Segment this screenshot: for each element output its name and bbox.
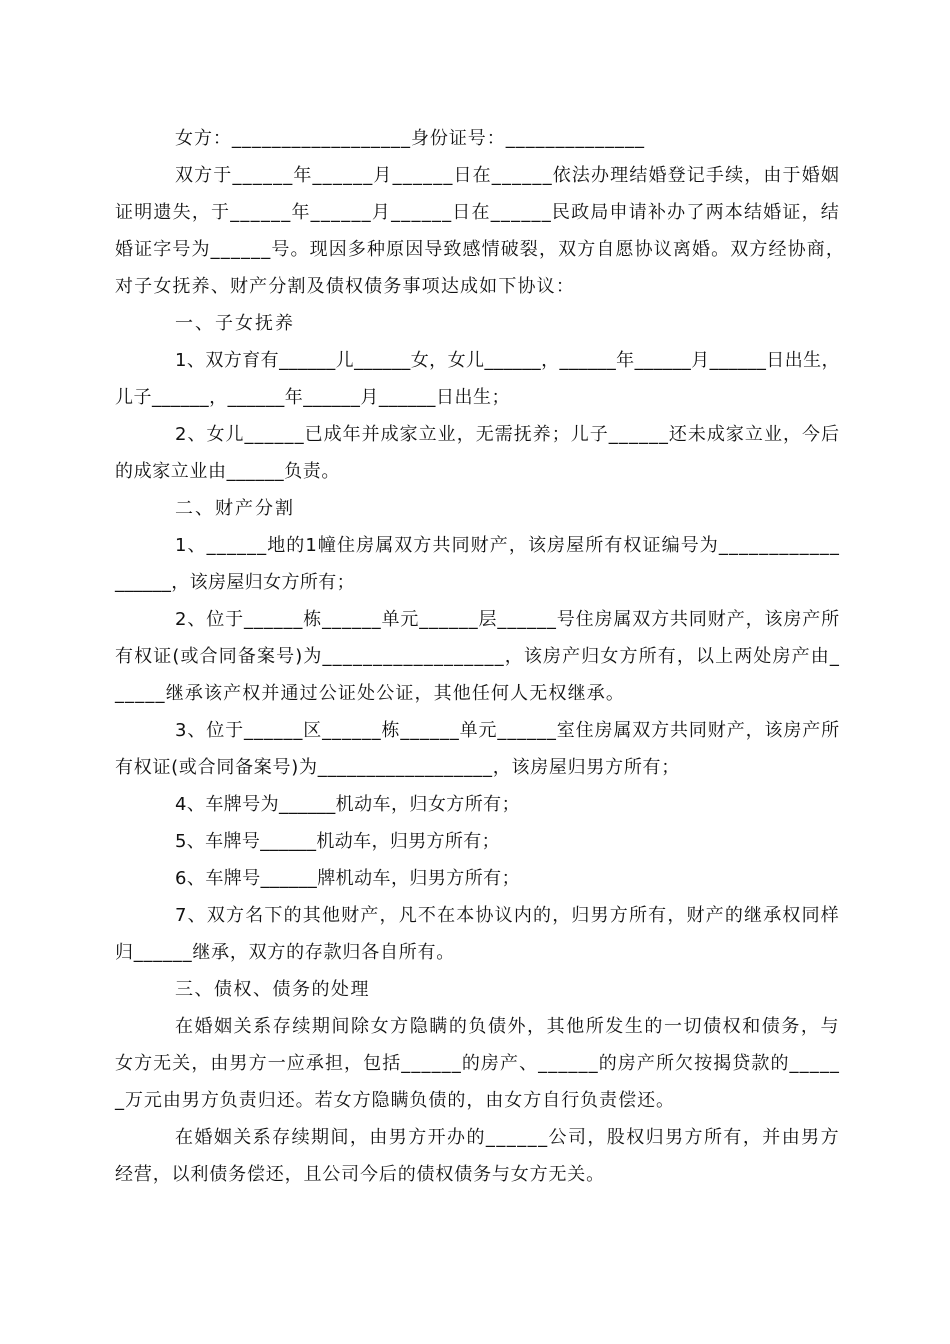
paragraph-line: 婚证字号为______号。现因多种原因导致感情破裂，双方自愿协议离婚。双方经协商， xyxy=(115,239,845,260)
paragraph-line: 双方于______年______月______日在______依法办理结婚登记手续，由于婚姻 xyxy=(175,165,840,186)
clause-line: 归______继承，双方的存款归各自所有。 xyxy=(115,942,455,963)
clause-line: 6、车牌号______牌机动车，归男方所有； xyxy=(175,868,520,889)
clause-line: 有权证(或合同备案号)为__________________，该房产归女方所有，以上两处房产由_ xyxy=(115,646,840,667)
clause-line: 2、女儿______已成年并成家立业，无需抚养；儿子______还未成家立业，今后 xyxy=(175,424,840,445)
clause-line: 5、车牌号______机动车，归男方所有； xyxy=(175,831,500,852)
section-heading-debts: 三、债权、债务的处理 xyxy=(175,979,370,1000)
paragraph-line: 在婚姻关系存续期间除女方隐瞒的负债外，其他所发生的一切债权和债务，与 xyxy=(175,1016,840,1037)
female-party-line: 女方：__________________身份证号：______________ xyxy=(175,128,645,149)
paragraph-line: 对子女抚养、财产分割及债权债务事项达成如下协议： xyxy=(115,276,575,297)
clause-line: 4、车牌号为______机动车，归女方所有； xyxy=(175,794,520,815)
paragraph-line: 在婚姻关系存续期间，由男方开办的______公司，股权归男方所有，并由男方 xyxy=(175,1127,840,1148)
clause-line: 儿子______，______年______月______日出生； xyxy=(115,387,510,408)
paragraph-line: 女方无关，由男方一应承担，包括______的房产、______的房产所欠按揭贷款的_____ xyxy=(115,1053,840,1074)
clause-line: 1、______地的1幢住房属双方共同财产，该房屋所有权证编号为____________ xyxy=(175,535,840,556)
clause-line: 的成家立业由______负责。 xyxy=(115,461,340,482)
paragraph-line: _万元由男方负责归还。若女方隐瞒负债的，由女方自行负责偿还。 xyxy=(115,1090,675,1111)
paragraph-line: 证明遗失，于______年______月______日在______民政局申请补办了两本结婚证，结 xyxy=(115,202,840,223)
section-heading-child-custody: 一、子女抚养 xyxy=(175,313,295,334)
clause-line: ______，该房屋归女方所有； xyxy=(115,572,355,593)
clause-line: 7、双方名下的其他财产，凡不在本协议内的，归男方所有，财产的继承权同样 xyxy=(175,905,840,926)
clause-line: 3、位于______区______栋______单元______室住房属双方共同财产，该房产所 xyxy=(175,720,840,741)
section-heading-property-division: 二、财产分割 xyxy=(175,498,295,519)
clause-line: 1、双方育有______儿______女，女儿______，______年______月______日出生， xyxy=(175,350,840,371)
clause-line: 2、位于______栋______单元______层______号住房属双方共同财产，该房产所 xyxy=(175,609,840,630)
clause-line: _____继承该产权并通过公证处公证，其他任何人无权继承。 xyxy=(115,683,625,704)
clause-line: 有权证(或合同备案号)为__________________，该房屋归男方所有； xyxy=(115,757,680,778)
paragraph-line: 经营，以利债务偿还，且公司今后的债权债务与女方无关。 xyxy=(115,1164,605,1185)
